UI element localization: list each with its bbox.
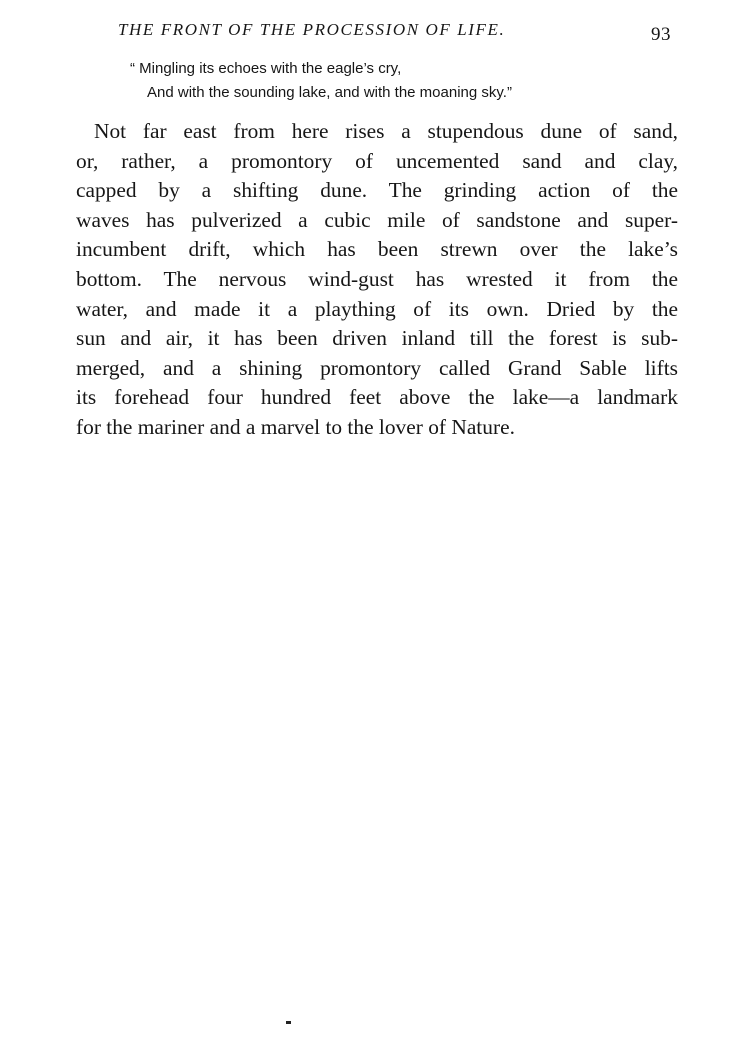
paragraph-line: merged, and a shining promontory called Grand Sable lifts — [76, 355, 678, 380]
paragraph-line: incumbent drift, which has been strewn over the lake’s — [76, 237, 678, 262]
paragraph-line: or, rather, a promontory of uncemented sand and clay, — [76, 148, 678, 173]
page-header — [0, 16, 750, 46]
paragraph-line: for the mariner and a marvel to the lover of Nature. — [76, 414, 515, 439]
printer-mark — [286, 1021, 291, 1024]
paragraph-line: capped by a shifting dune. The grinding action of the — [76, 178, 678, 203]
page-number: 93 — [651, 24, 671, 45]
paragraph-line: Not far east from here rises a stupendous dune of sand, — [94, 119, 678, 143]
body-paragraph — [76, 117, 678, 443]
paragraph-line: sun and air, it has been driven inland till the forest is sub- — [76, 326, 678, 351]
epigraph-line: “ Mingling its echoes with the eagle’s cry, — [130, 60, 402, 77]
running-title: THE FRONT OF THE PROCESSION OF LIFE. — [118, 20, 506, 39]
paragraph-line: bottom. The nervous wind-gust has wrested it from the — [76, 266, 678, 291]
paragraph-line: its forehead four hundred feet above the lake—a landmark — [76, 385, 678, 410]
epigraph-line: And with the sounding lake, and with the moaning sky.” — [147, 84, 512, 101]
paragraph-line: waves has pulverized a cubic mile of sandstone and super- — [76, 207, 678, 232]
paragraph-line: water, and made it a plaything of its own. Dried by the — [76, 296, 678, 321]
